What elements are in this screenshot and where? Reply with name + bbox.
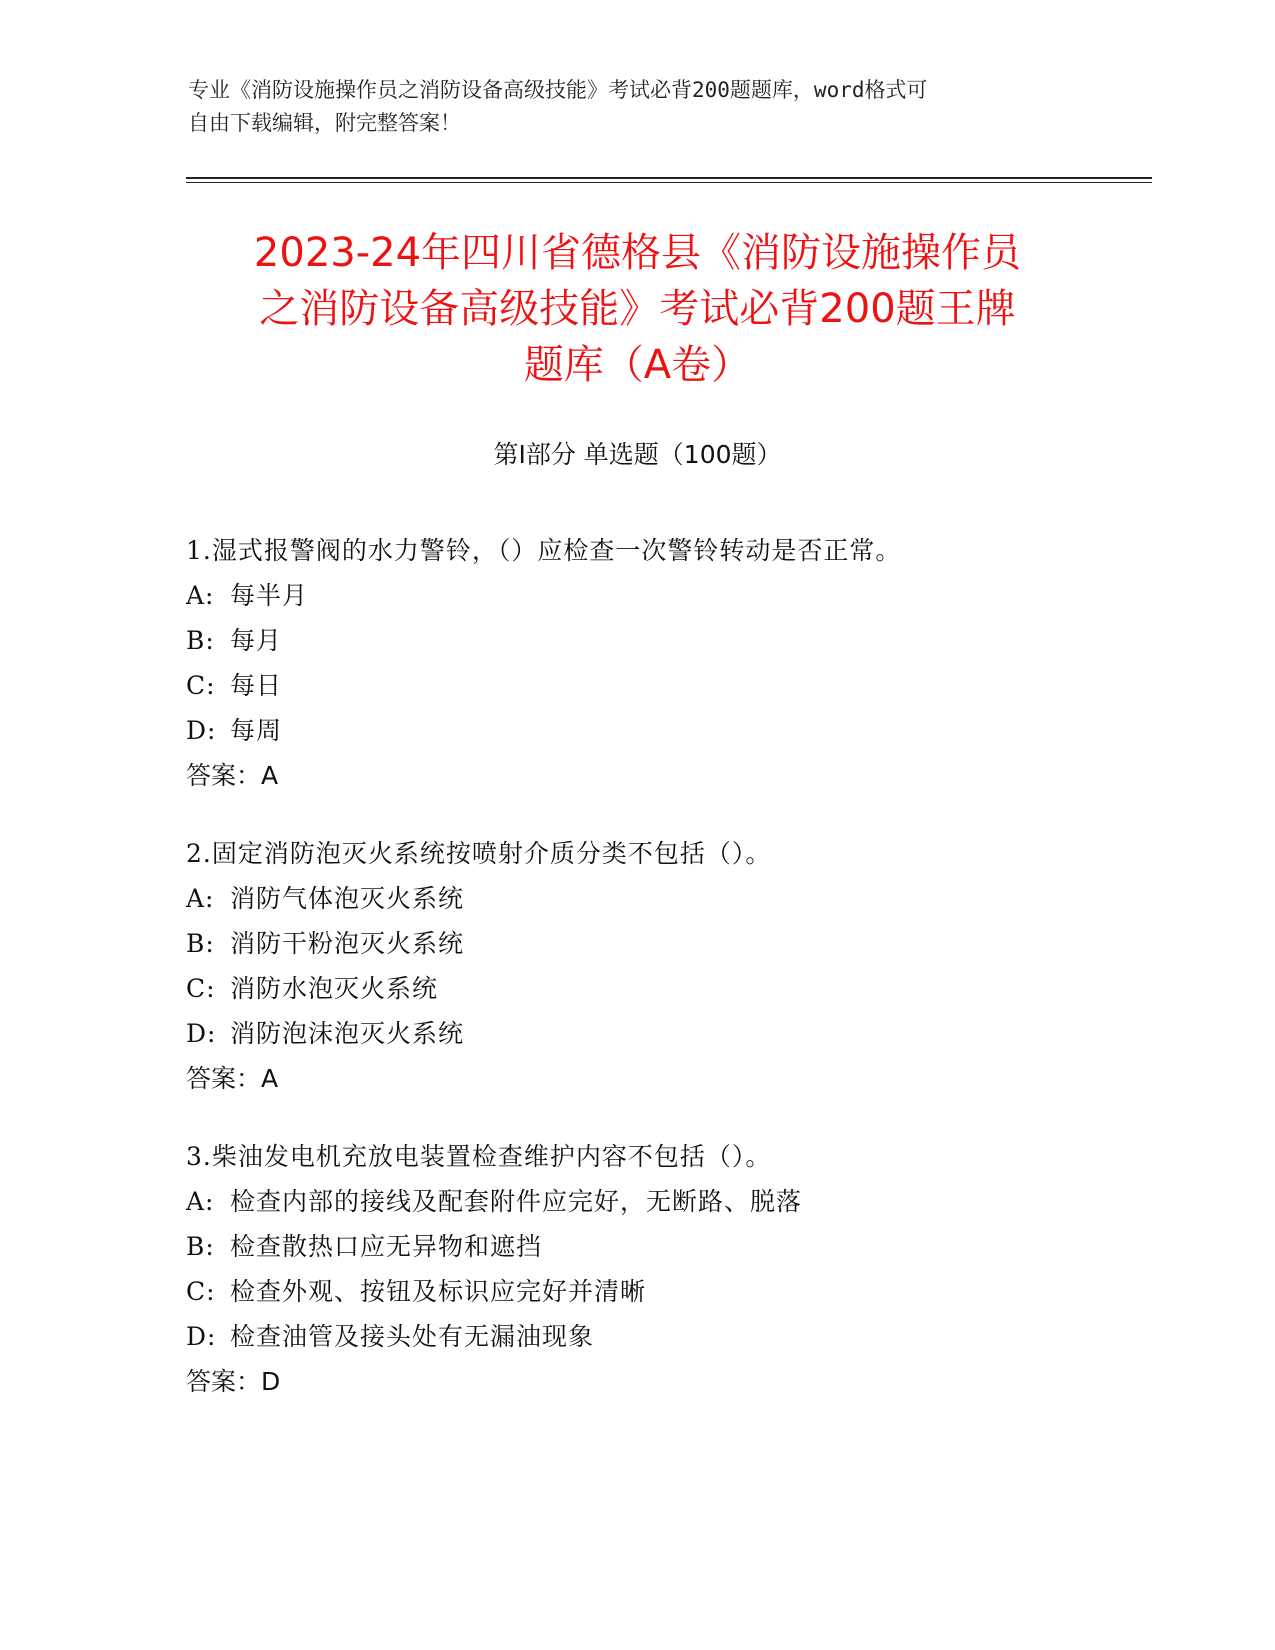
header-note-line: 自由下载编辑，附完整答案！ <box>188 111 461 135</box>
option-letter: A: <box>186 1187 215 1216</box>
title-line: 题库（A卷） <box>523 342 752 388</box>
option-text: 检查油管及接头处有无漏油现象 <box>230 1322 595 1351</box>
answer-text: 答案：A <box>186 1064 279 1093</box>
header-note <box>188 74 1088 140</box>
option-text: 消防水泡灭火系统 <box>230 974 439 1003</box>
option-c <box>186 966 1146 1011</box>
option-letter: B: <box>186 929 215 958</box>
header-divider-thin <box>186 182 1152 183</box>
answer-text: 答案：D <box>186 1367 281 1396</box>
option-d <box>186 1314 1146 1359</box>
question-item <box>186 528 1146 798</box>
option-text: 每月 <box>230 626 283 655</box>
question-list <box>186 528 1146 1437</box>
option-text: 消防气体泡灭火系统 <box>230 884 465 913</box>
option-c <box>186 663 1146 708</box>
option-text: 每半月 <box>230 581 309 610</box>
title-line: 之消防设备高级技能》考试必背200题王牌 <box>259 286 1016 332</box>
option-b <box>186 618 1146 663</box>
question-item <box>186 831 1146 1101</box>
option-letter: B: <box>186 1232 215 1261</box>
title-line: 2023-24年四川省德格县《消防设施操作员 <box>253 230 1022 276</box>
option-letter: A: <box>186 581 215 610</box>
option-text: 检查外观、按钮及标识应完好并清晰 <box>230 1277 647 1306</box>
option-b <box>186 1224 1146 1269</box>
section-heading: 第Ⅰ部分 单选题（100题） <box>493 440 782 469</box>
question-item <box>186 1134 1146 1404</box>
answer-text: 答案：A <box>186 761 279 790</box>
option-c <box>186 1269 1146 1314</box>
option-b <box>186 921 1146 966</box>
option-d <box>186 708 1146 753</box>
question-text: 1.湿式报警阀的水力警铃，（）应检查一次警铃转动是否正常。 <box>186 536 902 565</box>
option-letter: C: <box>186 1277 216 1306</box>
document-title <box>150 225 1125 393</box>
option-a <box>186 573 1146 618</box>
option-letter: D: <box>186 1322 217 1351</box>
option-letter: D: <box>186 1019 217 1048</box>
question-text: 3.柴油发电机充放电装置检查维护内容不包括（）。 <box>186 1142 772 1171</box>
option-letter: C: <box>186 671 216 700</box>
option-text: 检查散热口应无异物和遮挡 <box>230 1232 543 1261</box>
option-letter: B: <box>186 626 215 655</box>
option-text: 消防干粉泡灭火系统 <box>230 929 465 958</box>
header-note-line: 专业《消防设施操作员之消防设备高级技能》考试必背200题题库，word格式可 <box>188 78 928 102</box>
option-text: 每日 <box>230 671 283 700</box>
option-text: 每周 <box>230 716 283 745</box>
option-a <box>186 876 1146 921</box>
option-text: 检查内部的接线及配套附件应完好，无断路、脱落 <box>230 1187 803 1216</box>
option-letter: D: <box>186 716 217 745</box>
header-divider <box>186 177 1152 179</box>
option-d <box>186 1011 1146 1056</box>
question-text: 2.固定消防泡灭火系统按喷射介质分类不包括（）。 <box>186 839 772 868</box>
option-a <box>186 1179 1146 1224</box>
option-letter: C: <box>186 974 216 1003</box>
option-text: 消防泡沫泡灭火系统 <box>230 1019 465 1048</box>
option-letter: A: <box>186 884 215 913</box>
